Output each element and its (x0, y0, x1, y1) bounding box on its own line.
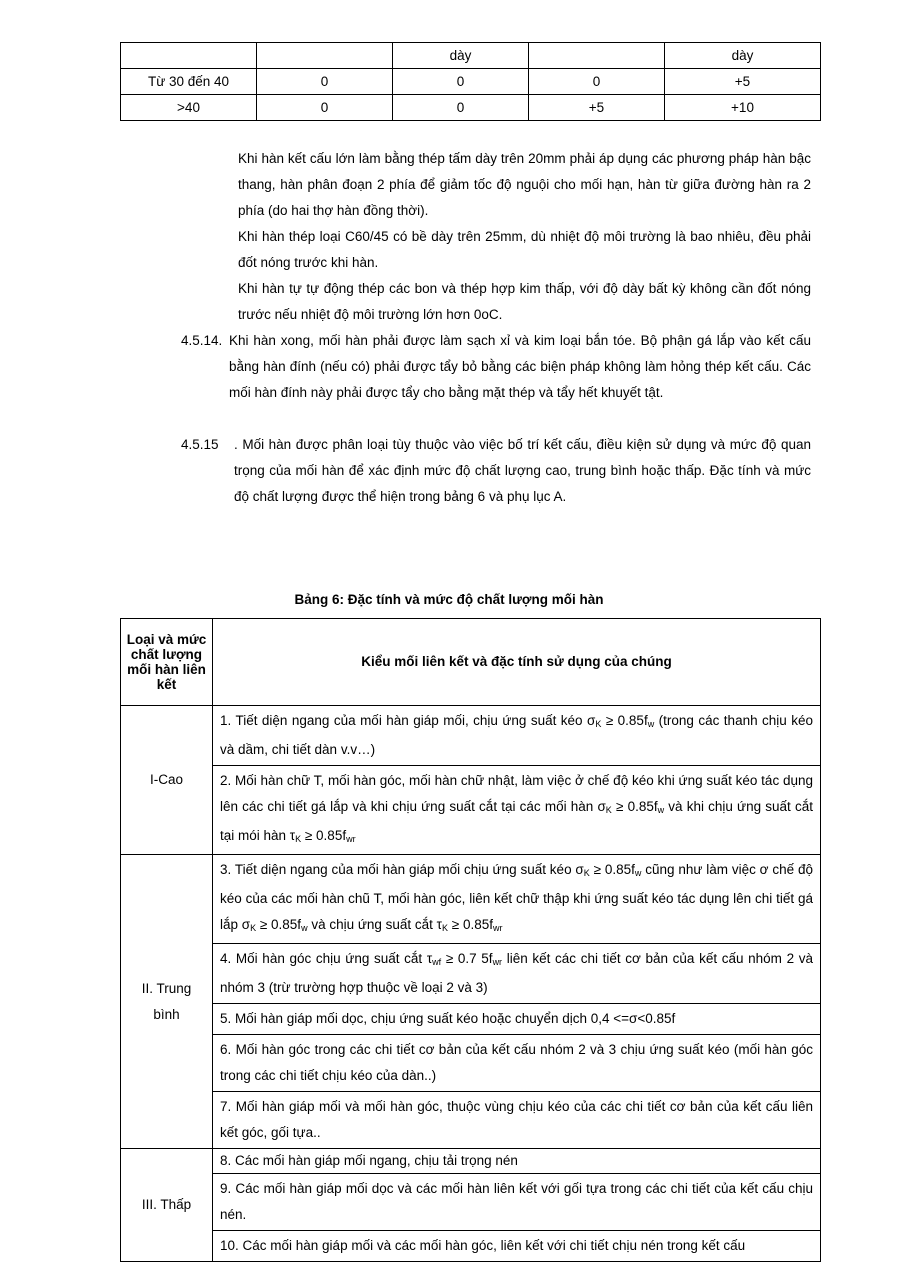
section-number: 4.5.14. (181, 333, 223, 348)
table-cell (529, 43, 665, 69)
table-row (121, 1092, 821, 1149)
table-row (121, 855, 821, 944)
table-cell: 6. Mối hàn góc trong các chi tiết cơ bản của kết cấu nhóm 2 và 3 chịu ứng suất kéo (mối hàn góc trong các chi tiết chịu kéo của dàn..) (213, 1035, 821, 1092)
table-cell: +10 (665, 95, 821, 121)
table-row (121, 1004, 821, 1035)
table-cell: 0 (257, 69, 393, 95)
table-row (121, 766, 821, 855)
table-cell: 4. Mối hàn góc chịu ứng suất cắt $\tau_{wf} \ge 0.7$ $5f_{wr}$ liên kết các chi tiết cơ bản của kết cấu nhóm 2 và nhóm 3 (trừ trường hợp thuộc về loại 2 và 3) (213, 944, 821, 1004)
table-header-row (121, 619, 821, 706)
table-row (121, 69, 821, 95)
header-category: Loại và mức chất lượng mối hàn liên kết (121, 619, 213, 706)
section-text: . Mối hàn được phân loại tùy thuộc vào việc bố trí kết cấu, điều kiện sử dụng và mức độ quan trọng của mối hàn để xác định mức độ chất lượng cao, trung bình hoặc thấp. Đặc tính và mức độ chất lượng được thể hiện trong bảng 6 và phụ lục A. (234, 437, 811, 504)
category-high: I-Cao (121, 706, 213, 855)
table-cell: 1. Tiết diện ngang của mối hàn giáp mối, chịu ứng suất kéo $\sigma_K \ge 0.85f_w$ (trong các thanh chịu kéo và dầm, chi tiết dàn v.v…) (213, 706, 821, 766)
table-cell (257, 43, 393, 69)
paragraph (229, 328, 811, 406)
table-cell: 8. Các mối hàn giáp mối ngang, chịu tải trọng nén (213, 1149, 821, 1174)
table-row (121, 1035, 821, 1092)
section-text: Khi hàn xong, mối hàn phải được làm sạch xỉ và kim loại bắn tóe. Bộ phận gá lắp vào kết cấu bằng hàn đính (nếu có) phải được tẩy bỏ bằng các biện pháp không làm hỏng thép kết cấu. Các mối hàn đính này phải được tẩy cho bằng mặt thép và tẩy hết khuyết tật. (229, 333, 811, 400)
table-caption: Bảng 6: Đặc tính và mức độ chất lượng mối hàn (294, 592, 604, 607)
weld-quality-table (120, 618, 821, 1262)
table-cell: dày (665, 43, 821, 69)
table-row (121, 944, 821, 1004)
table-row (121, 1174, 821, 1231)
table-cell: >40 (121, 95, 257, 121)
table-cell: 2. Mối hàn chữ T, mối hàn góc, mối hàn chữ nhật, làm việc ở chế độ kéo khi ứng suất kéo tác dụng lên các chi tiết gá lắp và khi chịu ứng suất cắt tại các mối hàn $\sigma_K \ge 0.85f_w$ và khi chịu ứng suất cắt tại mói hàn $\tau_K \ge 0.85f_{wr}$ (213, 766, 821, 855)
table-row (121, 43, 821, 69)
table-cell: 9. Các mối hàn giáp mối dọc và các mối hàn liên kết với gối tựa trong các chi tiết của kết cấu chịu nén. (213, 1174, 821, 1231)
table-row (121, 1149, 821, 1174)
table-cell: dày (393, 43, 529, 69)
paragraph: Khi hàn kết cấu lớn làm bằng thép tấm dày trên 20mm phải áp dụng các phương pháp hàn bậc thang, hàn phân đoạn 2 phía để giảm tốc độ nguội cho mối hạn, hàn từ giữa đường hàn ra 2 phía (do hai thợ hàn đồng thời). (238, 151, 811, 218)
table-cell: 0 (393, 69, 529, 95)
table-cell: 7. Mối hàn giáp mối và mối hàn góc, thuộc vùng chịu kéo của các chi tiết cơ bản của kết cấu liên kết góc, gối tựa.. (213, 1092, 821, 1149)
table-cell: 0 (257, 95, 393, 121)
table-cell: 0 (393, 95, 529, 121)
paragraph (234, 432, 811, 510)
table-row (121, 706, 821, 766)
preheat-table (120, 42, 821, 121)
table-cell: 3. Tiết diện ngang của mối hàn giáp mối chịu ứng suất kéo $\sigma_K \ge 0.85f_w$ cũng như làm việc ơ chế độ kéo của các mối hàn chũ T, mối hàn góc, liên kết chữ thập khi ứng suất kéo tác dụng lên chi tiết gá lắp $\sigma_K \ge 0.85f_w$ và chịu ứng suất cắt $\tau_K \ge 0.85f_{wr}$ (213, 855, 821, 944)
table-cell: +5 (529, 95, 665, 121)
table-cell: +5 (665, 69, 821, 95)
header-description: Kiểu mối liên kết và đặc tính sử dụng của chúng (213, 619, 821, 706)
category-medium: II. Trung bình (121, 855, 213, 1149)
paragraph: Khi hàn tự tự động thép các bon và thép hợp kim thấp, với độ dày bất kỳ không cần đốt nóng trước nếu nhiệt độ môi trường lớn hơn 0oC. (238, 281, 811, 322)
table-cell: 0 (529, 69, 665, 95)
table-row (121, 1231, 821, 1262)
table-cell: 10. Các mối hàn giáp mối và các mối hàn góc, liên kết với chi tiết chịu nén trong kết cấu (213, 1231, 821, 1262)
section-number: 4.5.15 (181, 437, 219, 452)
paragraph: Khi hàn thép loại C60/45 có bề dày trên 25mm, dù nhiệt độ môi trường là bao nhiêu, đều phải đốt nóng trước khi hàn. (238, 229, 811, 270)
category-low: III. Thấp (121, 1149, 213, 1262)
table-cell: Từ 30 đến 40 (121, 69, 257, 95)
table-row (121, 95, 821, 121)
table-cell (121, 43, 257, 69)
table-cell: 5. Mối hàn giáp mối dọc, chịu ứng suất kéo hoặc chuyển dịch 0,4 <=σ<0.85f (213, 1004, 821, 1035)
